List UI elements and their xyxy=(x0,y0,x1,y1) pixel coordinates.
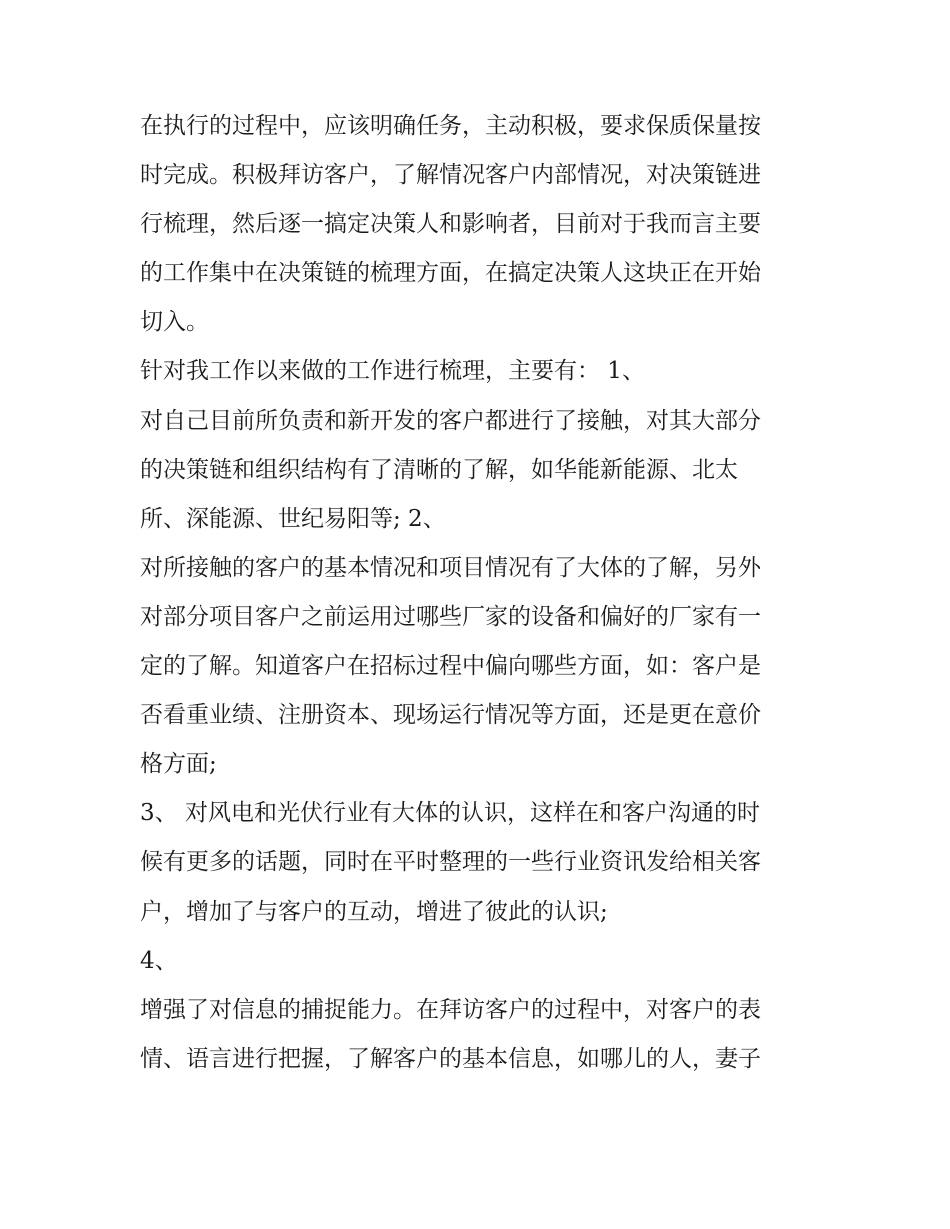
text-line-18: 4、 xyxy=(140,947,178,974)
text-line-5: 切入。 xyxy=(140,309,209,336)
text-line-10: 对所接触的客户的基本情况和项目情况有了大体的了解，另外 xyxy=(140,554,761,581)
text-line-1: 在执行的过程中，应该明确任务，主动积极，要求保质保量按 xyxy=(140,113,761,139)
text-line-13: 否看重业绩、注册资本、现场运行情况等方面，还是更在意价 xyxy=(140,702,761,729)
text-line-19: 增强了对信息的捕捉能力。在拜访客户的过程中，对客户的表 xyxy=(140,996,761,1023)
text-line-6: 针对我工作以来做的工作进行梳理，主要有： 1、 xyxy=(140,358,645,385)
text-line-20: 情、语言进行把握，了解客户的基本信息，如哪儿的人，妻子 xyxy=(140,1045,761,1072)
text-line-8: 的决策链和组织结构有了清晰的了解，如华能新能源、北太 xyxy=(140,456,738,483)
text-line-17: 户，增加了与客户的互动，增进了彼此的认识; xyxy=(140,898,608,925)
text-line-7: 对自己目前所负责和新开发的客户都进行了接触，对其大部分 xyxy=(140,407,761,434)
text-line-11: 对部分项目客户之前运用过哪些厂家的设备和偏好的厂家有一 xyxy=(140,603,761,630)
text-line-9: 所、深能源、世纪易阳等; 2、 xyxy=(140,505,446,532)
text-line-4: 的工作集中在决策链的梳理方面，在搞定决策人这块正在开始 xyxy=(140,260,761,287)
text-line-14: 格方面; xyxy=(140,751,217,778)
text-line-12: 定的了解。知道客户在招标过程中偏向哪些方面，如：客户是 xyxy=(140,653,761,680)
text-line-3: 行梳理，然后逐一搞定决策人和影响者，目前对于我而言主要 xyxy=(140,211,761,238)
text-line-16: 候有更多的话题，同时在平时整理的一些行业资讯发给相关客 xyxy=(140,849,761,876)
text-line-15: 3、 对风电和光伏行业有大体的认识，这样在和客户沟通的时 xyxy=(140,800,760,827)
text-line-2: 时完成。积极拜访客户，了解情况客户内部情况，对决策链进 xyxy=(140,162,761,189)
body-text xyxy=(140,102,820,1084)
